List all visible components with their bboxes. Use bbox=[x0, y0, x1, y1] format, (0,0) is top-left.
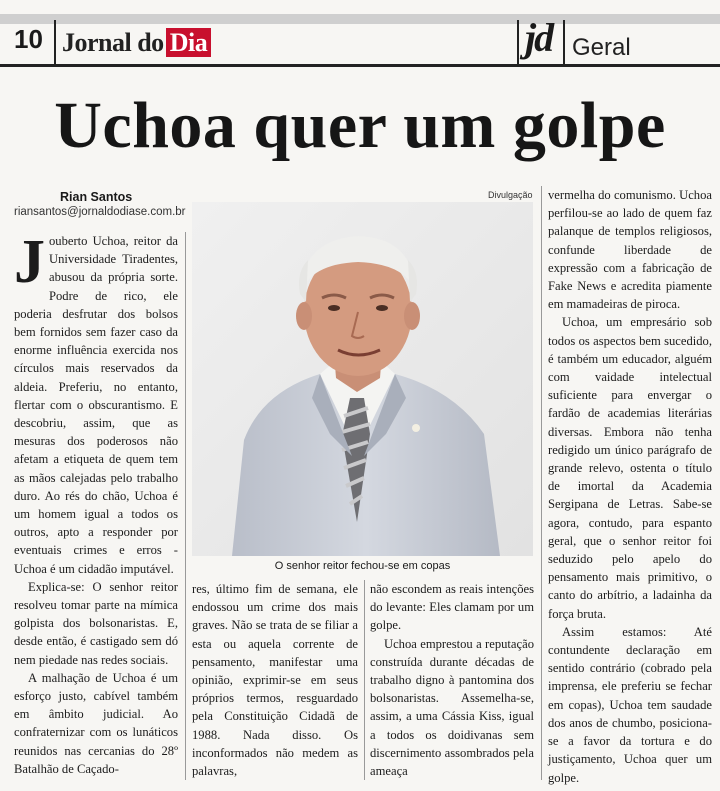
paragraph bbox=[14, 228, 178, 578]
page-number: 10 bbox=[14, 24, 43, 54]
photo-credit: Divulgação bbox=[488, 190, 533, 200]
header-gray-bar bbox=[0, 14, 720, 24]
header-divider bbox=[517, 20, 519, 66]
article-column-2 bbox=[192, 580, 358, 780]
paragraph: Uchoa emprestou a reputação construída durante décadas de trabalho digno à pantomina dos bolsonaristas. Assemelha-se, assim, a uma Cássia Kiss, igual a todos os doidivanas sem discernimento assombrados pela ameaça bbox=[370, 636, 534, 779]
column-divider bbox=[364, 580, 365, 780]
header-divider bbox=[563, 20, 565, 66]
photo-caption: O senhor reitor fechou-se em copas bbox=[274, 560, 451, 572]
header-divider bbox=[54, 20, 56, 66]
journal-logo-mark: jd bbox=[525, 15, 553, 60]
article-column-4 bbox=[548, 186, 712, 787]
header-rule bbox=[0, 64, 720, 67]
paragraph: Uchoa, um empresário sob todos os aspectos bem sucedido, é também um educador, alguém com vaidade intelectual suficiente para envergar o fardão de academias literárias diversas. Embora não tenha redigido um único parágrafo de grande relevo, ostenta o título de imortal da Academia Sergipana de Letras. Sabe-se agora, contudo, para espanto geral, que o senhor reitor foi seduzido pelo apelo do pensamento mais primitivo, o canto do arbítrio, a ladainha da força bruta. bbox=[548, 315, 712, 621]
paragraph: A malhação de Uchoa é um esforço justo, cabível também em âmbito judicial. Ao confraternizar com os lunáticos reunidos nas cercanias do 28º Batalhão de Caçado- bbox=[14, 670, 178, 776]
column-divider bbox=[185, 232, 186, 780]
paragraph: Assim estamos: Até contundente declaração em sentido contrário (cobrado pela imprensa, ele preferiu se fechar em copas), Uchoa tem saudade dos anos de chumbo, posiciona-se a favor da tortura e do justiçamento, Uchoa quer um golpe. bbox=[548, 624, 712, 785]
paragraph: res, último fim de semana, ele endossou um crime dos mais graves. Não se trata de se filiar a esta ou aquela corrente de pensamento, manifestar uma opinião, exprimir-se em seus próprios termos, resguardado pela Constituição Cidadã de 1988. Nada disso. Os inconformados não medem as palavras, bbox=[192, 582, 358, 779]
paragraph: Explica-se: O senhor reitor resolveu tomar parte na mímica golpista dos bolsonaristas. E, desde então, é castigado sem dó nem piedade nas redes sociais. bbox=[14, 579, 178, 667]
portrait-photo bbox=[192, 202, 533, 556]
portrait-illustration bbox=[192, 202, 533, 556]
author-email: riansantos@jornaldodiase.com.br bbox=[14, 206, 186, 218]
journal-name bbox=[62, 28, 211, 58]
drop-cap: J bbox=[14, 228, 45, 296]
article-column-1 bbox=[14, 228, 178, 778]
journal-name-part1: Jornal do bbox=[62, 28, 164, 57]
page-header bbox=[0, 0, 720, 70]
journal-name-part2: Dia bbox=[166, 28, 212, 57]
paragraph: vermelha do comunismo. Uchoa perfilou-se ao lado de quem faz palanque de templos religiosos, confunde liberdade de expressão com a fabricação de Fake News e acredita piamente em mamadeiras de piroca. bbox=[548, 188, 712, 312]
section-label: Geral bbox=[572, 34, 631, 61]
paragraph: não escondem as reais intenções do levante: Eles clamam por um golpe. bbox=[370, 582, 534, 633]
article-column-3 bbox=[370, 580, 534, 780]
column-divider bbox=[541, 186, 542, 780]
author-name: Rian Santos bbox=[60, 190, 133, 204]
headline: Uchoa quer um golpe bbox=[54, 89, 666, 162]
paragraph-text: ouberto Uchoa, reitor da Universidade Tiradentes, abusou da própria sorte. Podre de rico, ele poderia desfrutar dos bolsos bem fornidos sem fazer caso da enorme influência exercida nos círculos mais reservados da aldeia. Preferiu, no entanto, flertar com o obscurantismo. E descobriu, assim, que as mesuras dos poderosos não afetam a etiqueta de quem tem as mãos calejadas pelo trabalho duro. Ao rés do chão, Uchoa é um homem igual a todos os outros, apto a responder por eventuais crimes e erros - Uchoa é um cidadão imputável. bbox=[14, 234, 178, 576]
